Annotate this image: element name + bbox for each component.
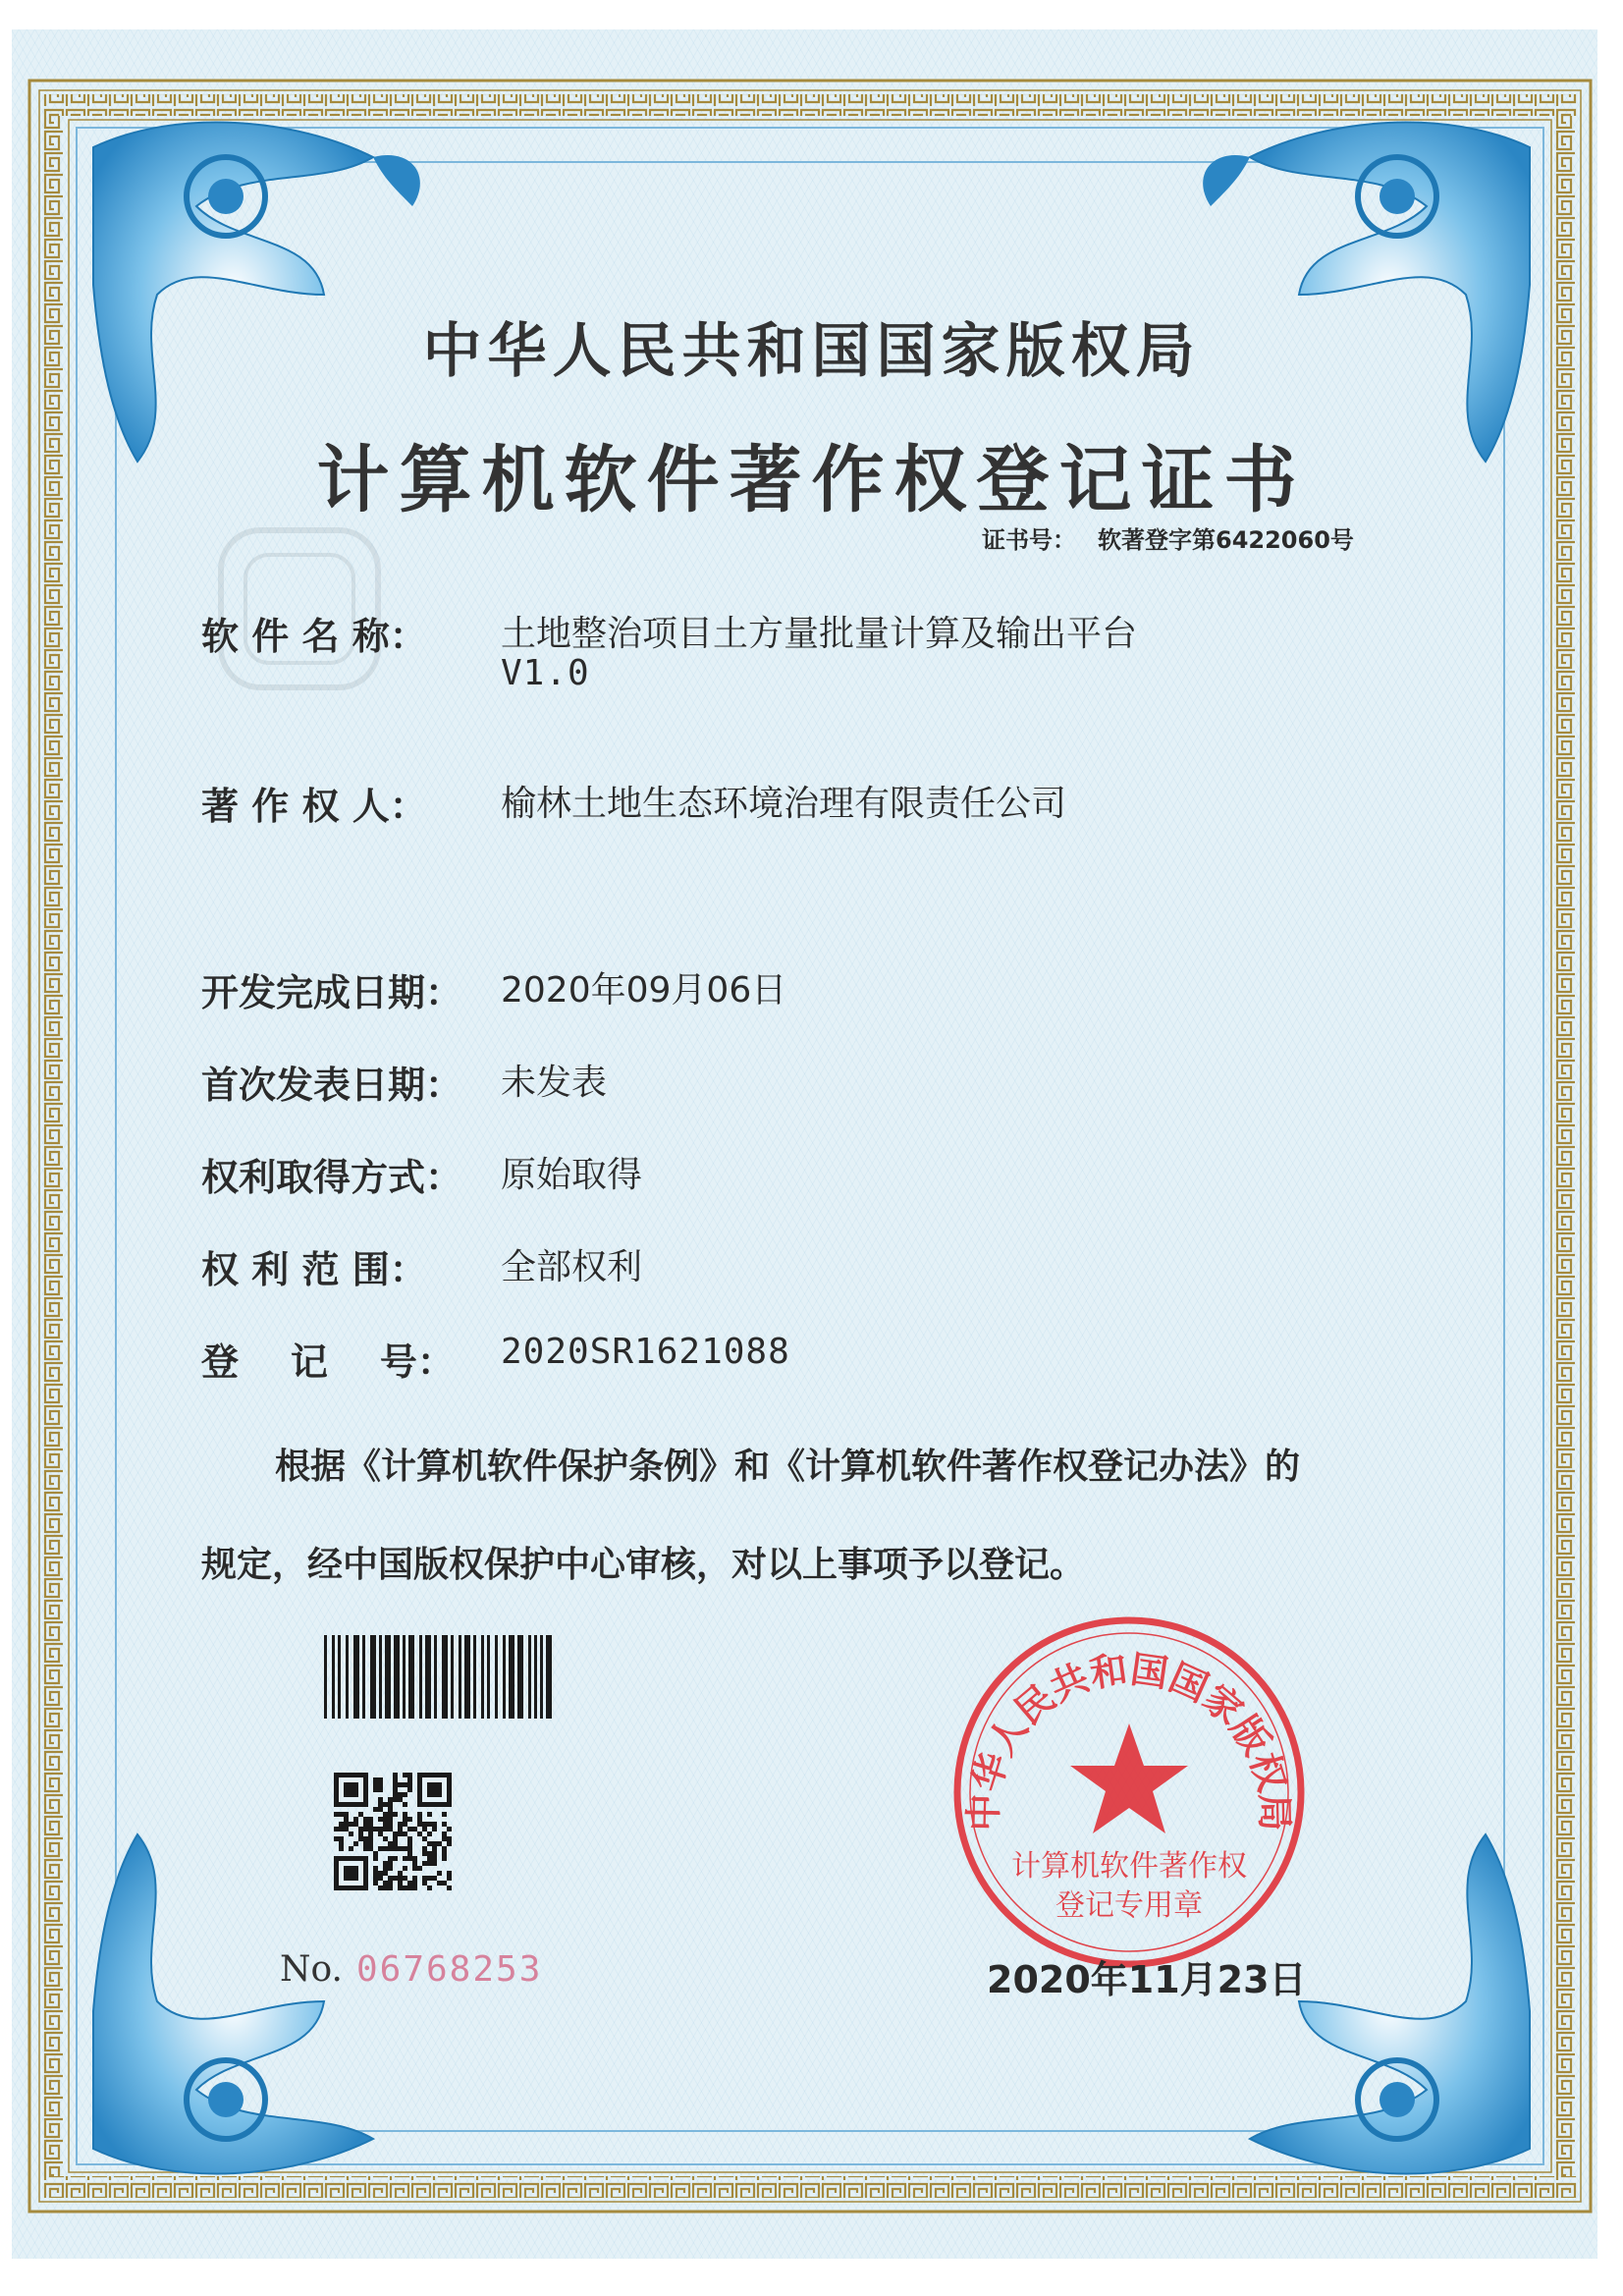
qr-module: [403, 1866, 407, 1871]
qr-module: [339, 1822, 344, 1827]
qr-module: [422, 1836, 427, 1841]
qr-module: [358, 1827, 363, 1831]
qr-module: [388, 1812, 393, 1817]
qr-module: [427, 1856, 432, 1861]
field-value-acquisition-method: 原始取得: [501, 1155, 643, 1195]
qr-module: [407, 1827, 412, 1831]
qr-module: [403, 1782, 407, 1787]
qr-module: [383, 1886, 388, 1890]
qr-module: [427, 1851, 432, 1856]
qr-module: [432, 1827, 437, 1831]
certificate-title: 计算机软件著作权登记证书: [316, 438, 1307, 522]
qr-module: [378, 1846, 383, 1851]
qr-module: [403, 1817, 407, 1822]
qr-module: [417, 1822, 422, 1827]
field-value-completion-date: 2020年09月06日: [501, 970, 787, 1011]
corner-ornament-bottom-right: [1250, 1834, 1530, 2173]
serial-number: [280, 1949, 542, 1990]
qr-module: [403, 1886, 407, 1890]
qr-module: [403, 1802, 407, 1807]
qr-module: [363, 1817, 368, 1822]
qr-module: [432, 1856, 437, 1861]
qr-module: [358, 1812, 363, 1817]
qr-module: [407, 1817, 412, 1822]
qr-module: [442, 1881, 447, 1886]
qr-module: [403, 1812, 407, 1817]
qr-module: [437, 1841, 442, 1846]
qr-module: [417, 1817, 422, 1822]
field-value-rights-scope: 全部权利: [501, 1247, 643, 1287]
field-label-software-name: 软 件 名 称：: [201, 615, 427, 658]
qr-module: [344, 1817, 349, 1822]
qr-module: [378, 1871, 383, 1876]
qr-module: [398, 1797, 403, 1802]
qr-module: [442, 1851, 447, 1856]
barcode: [324, 1635, 552, 1719]
barcode-bar: [394, 1635, 400, 1719]
qr-module: [403, 1856, 407, 1861]
qr-module: [383, 1846, 388, 1851]
corner-ornament-top-right: [1203, 123, 1530, 462]
qr-module: [407, 1782, 412, 1787]
qr-module: [432, 1822, 437, 1827]
barcode-bar: [419, 1635, 422, 1719]
barcode-bar: [540, 1635, 543, 1719]
qr-module: [378, 1827, 383, 1831]
qr-module: [407, 1851, 412, 1856]
qr-module: [373, 1782, 378, 1787]
qr-module: [447, 1841, 452, 1846]
official-seal: [957, 1620, 1301, 1964]
corner-ornament-top-left: [93, 123, 420, 462]
qr-module: [378, 1782, 383, 1787]
qr-module: [388, 1861, 393, 1866]
seal-inner-line2: 登记专用章: [1055, 1888, 1203, 1923]
qr-module: [373, 1856, 378, 1861]
qr-module: [417, 1866, 422, 1871]
qr-module: [388, 1866, 393, 1871]
qr-module: [388, 1807, 393, 1812]
qr-module: [422, 1861, 427, 1866]
qr-module: [344, 1822, 349, 1827]
qr-module: [388, 1817, 393, 1822]
qr-module: [368, 1822, 373, 1827]
qr-module: [393, 1782, 398, 1787]
qr-module: [432, 1841, 437, 1846]
qr-module: [383, 1812, 388, 1817]
qr-module: [412, 1861, 417, 1866]
qr-module: [422, 1881, 427, 1886]
qr-module: [403, 1831, 407, 1836]
qr-module: [422, 1846, 427, 1851]
qr-module: [388, 1886, 393, 1890]
qr-module: [442, 1856, 447, 1861]
issuing-authority: 中华人民共和国国家版权局: [422, 317, 1201, 386]
barcode-bar: [353, 1635, 359, 1719]
qr-module: [407, 1856, 412, 1861]
qr-module: [398, 1822, 403, 1827]
qr-module: [398, 1846, 403, 1851]
qr-module: [417, 1812, 422, 1817]
qr-module: [393, 1831, 398, 1836]
barcode-bar: [509, 1635, 514, 1719]
qr-module: [334, 1827, 339, 1831]
qr-module: [383, 1827, 388, 1831]
barcode-bar: [385, 1635, 391, 1719]
qr-module: [373, 1807, 378, 1812]
qr-module: [442, 1812, 447, 1817]
qr-module: [398, 1871, 403, 1876]
qr-module: [432, 1876, 437, 1881]
qr-code: [334, 1773, 452, 1890]
qr-module: [373, 1871, 378, 1876]
barcode-bar: [425, 1635, 431, 1719]
statement-line2: 规定，经中国版权保护中心审核，对以上事项予以登记。: [201, 1545, 1086, 1585]
qr-module: [407, 1787, 412, 1792]
qr-module: [412, 1881, 417, 1886]
barcode-bar: [332, 1635, 335, 1719]
qr-module: [393, 1777, 398, 1782]
barcode-bar: [528, 1635, 531, 1719]
qr-module: [383, 1836, 388, 1841]
field-label-acquisition-method: 权利取得方式：: [201, 1156, 463, 1199]
serial-value: 06768253: [355, 1949, 543, 1990]
field-label-registration-number: 登 记 号：: [201, 1340, 455, 1384]
qr-module: [398, 1881, 403, 1886]
qr-module: [442, 1822, 447, 1827]
qr-module: [383, 1861, 388, 1866]
qr-module: [442, 1836, 447, 1841]
qr-module: [417, 1831, 422, 1836]
seal-inner-line1: 计算机软件著作权: [1011, 1849, 1247, 1884]
qr-module: [412, 1827, 417, 1831]
qr-module: [422, 1827, 427, 1831]
qr-module: [368, 1846, 373, 1851]
qr-finder-pattern: [344, 1782, 358, 1797]
field-label-rights-scope: 权 利 范 围：: [201, 1248, 427, 1291]
qr-module: [358, 1836, 363, 1841]
qr-module: [368, 1831, 373, 1836]
qr-module: [388, 1881, 393, 1886]
qr-module: [378, 1831, 383, 1836]
qr-module: [407, 1881, 412, 1886]
qr-module: [363, 1836, 368, 1841]
qr-module: [403, 1846, 407, 1851]
qr-module: [383, 1881, 388, 1886]
qr-module: [398, 1876, 403, 1881]
qr-module: [407, 1773, 412, 1777]
field-value-copyright-owner: 榆林土地生态环境治理有限责任公司: [501, 784, 1067, 824]
qr-module: [378, 1787, 383, 1792]
qr-module: [388, 1802, 393, 1807]
qr-module: [393, 1836, 398, 1841]
barcode-bar: [324, 1635, 327, 1719]
seal-outer-text: 中华人民共和国国家版权局: [961, 1647, 1297, 1831]
qr-module: [378, 1876, 383, 1881]
qr-module: [437, 1871, 442, 1876]
qr-module: [407, 1836, 412, 1841]
qr-module: [432, 1861, 437, 1866]
corner-ornament-bottom-left: [93, 1834, 373, 2173]
qr-module: [383, 1817, 388, 1822]
qr-module: [393, 1812, 398, 1817]
barcode-bar: [379, 1635, 382, 1719]
qr-module: [407, 1777, 412, 1782]
qr-module: [427, 1876, 432, 1881]
qr-module: [349, 1831, 353, 1836]
field-label-publication-date: 首次发表日期：: [201, 1064, 463, 1107]
issue-date: 2020年11月23日: [987, 1958, 1307, 2001]
barcode-bar: [403, 1635, 406, 1719]
qr-module: [393, 1787, 398, 1792]
qr-module: [393, 1797, 398, 1802]
field-label-copyright-owner: 著 作 权 人：: [201, 785, 427, 828]
qr-module: [407, 1886, 412, 1890]
qr-module: [368, 1817, 373, 1822]
qr-module: [447, 1886, 452, 1890]
qr-module: [349, 1822, 353, 1827]
barcode-bar: [464, 1635, 470, 1719]
qr-module: [422, 1876, 427, 1881]
barcode-bar: [481, 1635, 484, 1719]
qr-module: [368, 1836, 373, 1841]
qr-module: [442, 1846, 447, 1851]
qr-module: [344, 1827, 349, 1831]
qr-module: [447, 1827, 452, 1831]
qr-module: [363, 1822, 368, 1827]
qr-module: [368, 1827, 373, 1831]
qr-module: [388, 1797, 393, 1802]
qr-module: [403, 1773, 407, 1777]
qr-module: [339, 1827, 344, 1831]
barcode-bar: [534, 1635, 537, 1719]
qr-module: [393, 1856, 398, 1861]
qr-module: [432, 1846, 437, 1851]
field-value-publication-date: 未发表: [501, 1063, 608, 1103]
barcode-bar: [370, 1635, 376, 1719]
qr-module: [388, 1856, 393, 1861]
qr-module: [363, 1841, 368, 1846]
qr-module: [407, 1841, 412, 1846]
qr-module: [427, 1861, 432, 1866]
barcode-bar: [503, 1635, 506, 1719]
qr-module: [393, 1841, 398, 1846]
field-value-software-version: V1.0: [501, 653, 590, 693]
qr-module: [373, 1777, 378, 1782]
qr-module: [398, 1886, 403, 1890]
qr-module: [339, 1812, 344, 1817]
barcode-bar: [338, 1635, 341, 1719]
barcode-bar: [546, 1635, 552, 1719]
qr-module: [398, 1827, 403, 1831]
qr-module: [388, 1827, 393, 1831]
qr-module: [373, 1787, 378, 1792]
qr-module: [373, 1827, 378, 1831]
barcode-bar: [517, 1635, 523, 1719]
qr-module: [422, 1822, 427, 1827]
qr-module: [447, 1871, 452, 1876]
qr-module: [353, 1822, 358, 1827]
qr-module: [363, 1827, 368, 1831]
qr-module: [334, 1812, 339, 1817]
qr-module: [407, 1846, 412, 1851]
qr-module: [373, 1881, 378, 1886]
qr-module: [398, 1792, 403, 1797]
qr-module: [437, 1881, 442, 1886]
qr-module: [378, 1777, 383, 1782]
qr-module: [363, 1846, 368, 1851]
qr-module: [398, 1831, 403, 1836]
qr-finder-pattern: [427, 1782, 442, 1797]
qr-module: [427, 1812, 432, 1817]
certificate-number-label: 证书号：: [982, 526, 1076, 554]
field-value-software-name: 土地整治项目土方量批量计算及输出平台: [501, 614, 1138, 654]
qr-module: [398, 1782, 403, 1787]
qr-module: [383, 1802, 388, 1807]
qr-module: [447, 1876, 452, 1881]
barcode-bar: [487, 1635, 490, 1719]
qr-module: [334, 1836, 339, 1841]
qr-module: [427, 1831, 432, 1836]
qr-module: [378, 1886, 383, 1890]
qr-module: [378, 1797, 383, 1802]
qr-module: [432, 1851, 437, 1856]
qr-module: [383, 1866, 388, 1871]
qr-module: [393, 1773, 398, 1777]
qr-module: [412, 1856, 417, 1861]
qr-module: [383, 1871, 388, 1876]
field-value-registration-number: 2020SR1621088: [501, 1332, 790, 1372]
field-label-completion-date: 开发完成日期：: [201, 971, 463, 1014]
qr-module: [373, 1876, 378, 1881]
qr-module: [373, 1851, 378, 1856]
qr-module: [349, 1846, 353, 1851]
qr-module: [339, 1841, 344, 1846]
qr-finder-pattern: [344, 1866, 358, 1881]
barcode-bar: [434, 1635, 437, 1719]
barcode-bar: [442, 1635, 448, 1719]
qr-module: [427, 1841, 432, 1846]
barcode-bar: [362, 1635, 365, 1719]
qr-module: [393, 1792, 398, 1797]
qr-module: [344, 1812, 349, 1817]
qr-module: [427, 1822, 432, 1827]
qr-module: [412, 1876, 417, 1881]
qr-module: [422, 1851, 427, 1856]
qr-module: [427, 1886, 432, 1890]
qr-module: [339, 1836, 344, 1841]
barcode-bar: [346, 1635, 349, 1719]
qr-module: [378, 1807, 383, 1812]
qr-module: [358, 1831, 363, 1836]
qr-module: [373, 1866, 378, 1871]
qr-module: [388, 1876, 393, 1881]
qr-module: [353, 1817, 358, 1822]
qr-module: [388, 1822, 393, 1827]
barcode-bar: [451, 1635, 454, 1719]
qr-module: [393, 1876, 398, 1881]
qr-module: [442, 1831, 447, 1836]
barcode-bar: [408, 1635, 414, 1719]
qr-module: [403, 1822, 407, 1827]
serial-prefix: No.: [280, 1949, 343, 1990]
qr-module: [339, 1846, 344, 1851]
qr-module: [383, 1822, 388, 1827]
qr-module: [368, 1841, 373, 1846]
seal-star-icon: [1070, 1723, 1188, 1833]
barcode-bar: [495, 1635, 498, 1719]
qr-module: [403, 1792, 407, 1797]
barcode-bar: [459, 1635, 461, 1719]
certificate-number: [982, 520, 1354, 555]
qr-module: [388, 1846, 393, 1851]
qr-module: [378, 1802, 383, 1807]
qr-module: [447, 1836, 452, 1841]
qr-module: [393, 1846, 398, 1851]
qr-module: [353, 1841, 358, 1846]
certificate-number-value: 软著登字第6422060号: [1098, 526, 1354, 554]
barcode-bar: [473, 1635, 476, 1719]
qr-module: [403, 1876, 407, 1881]
statement-line1: 根据《计算机软件保护条例》和《计算机软件著作权登记办法》的: [275, 1447, 1301, 1487]
qr-module: [388, 1841, 393, 1846]
qr-module: [412, 1866, 417, 1871]
qr-module: [378, 1817, 383, 1822]
qr-module: [412, 1886, 417, 1890]
